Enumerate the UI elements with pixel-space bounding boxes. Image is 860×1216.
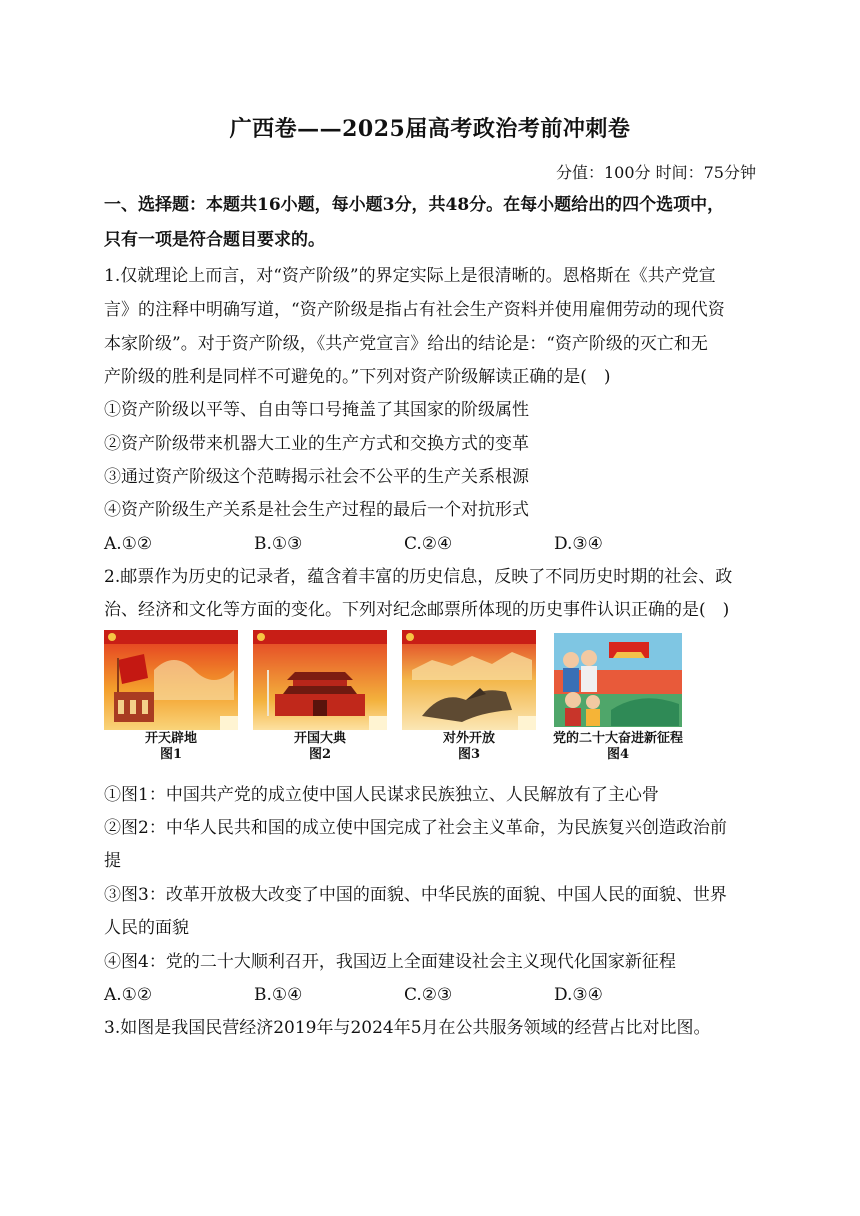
stamp-caption: 党的二十大奋进新征程 图4 [552, 731, 683, 762]
stamp-caption: 对外开放 图3 [442, 731, 495, 762]
page-title: 广西卷——2025届高考政治考前冲刺卷 [229, 116, 631, 142]
q2-statement-cont: 人民的面貌 [104, 918, 189, 938]
q1-option-a[interactable]: A.①② [104, 534, 153, 554]
q2-statement: ①图1：中国共产党的成立使中国人民谋求民族独立、人民解放有了主心骨 [104, 785, 659, 805]
q2-stem-line: 治、经济和文化等方面的变化。下列对纪念邮票所体现的历史事件认识正确的是( ) [104, 600, 730, 620]
q1-option-d[interactable]: D.③④ [554, 534, 603, 554]
q1-option-b[interactable]: B.①③ [254, 534, 303, 554]
section-heading-line1: 一、选择题：本题共16小题，每小题3分，共48分。在每小题给出的四个选项中， [104, 195, 725, 215]
stamp-caption: 开天辟地 图1 [144, 731, 197, 762]
section-heading-line2: 只有一项是符合题目要求的。 [104, 230, 325, 250]
q1-option-c[interactable]: C.②④ [404, 534, 453, 554]
q2-statement-cont: 提 [104, 851, 121, 871]
q2-statement: ④图4：党的二十大顺利召开，我国迈上全面建设社会主义现代化国家新征程 [104, 952, 676, 972]
q1-statement: ③通过资产阶级这个范畴揭示社会不公平的生产关系根源 [104, 467, 529, 487]
q2-option-b[interactable]: B.①④ [254, 985, 303, 1005]
q1-stem-line: 1.仅就理论上而言，对“资产阶级”的界定实际上是很清晰的。恩格斯在《共产党宣 [104, 266, 716, 286]
stamp-figures [104, 630, 704, 770]
score-time-info: 分值：100分 时间：75分钟 [556, 163, 756, 182]
q1-statement: ①资产阶级以平等、自由等口号掩盖了其国家的阶级属性 [104, 400, 529, 420]
q2-option-a[interactable]: A.①② [104, 985, 153, 1005]
q2-statement: ②图2：中华人民共和国的成立使中国完成了社会主义革命，为民族复兴创造政治前 [104, 818, 727, 838]
stamp-caption: 开国大典 图2 [293, 731, 346, 762]
stamp-tiananmen-icon [253, 630, 387, 730]
q1-statement: ②资产阶级带来机器大工业的生产方式和交换方式的变革 [104, 434, 529, 454]
q2-statement: ③图3：改革开放极大改变了中国的面貌、中华民族的面貌、中国人民的面貌、世界 [104, 885, 727, 905]
stamp-congress-icon [551, 630, 685, 730]
stamp-founding-icon [104, 630, 238, 730]
q2-option-c[interactable]: C.②③ [404, 985, 453, 1005]
q2-stem-line: 2.邮票作为历史的记录者，蕴含着丰富的历史信息，反映了不同历史时期的社会、政 [104, 567, 733, 587]
q1-statement: ④资产阶级生产关系是社会生产过程的最后一个对抗形式 [104, 500, 529, 520]
q2-option-d[interactable]: D.③④ [554, 985, 603, 1005]
q1-stem-line: 言》的注释中明确写道，“资产阶级是指占有社会生产资料并使用雇佣劳动的现代资 [104, 300, 725, 320]
q3-stem-line: 3.如图是我国民营经济2019年与2024年5月在公共服务领域的经营占比对比图。 [104, 1018, 711, 1038]
stamp-reform-icon [402, 630, 536, 730]
q1-stem-line: 本家阶级”。对于资产阶级，《共产党宣言》给出的结论是：“资产阶级的灭亡和无 [104, 334, 708, 354]
q1-stem-line: 产阶级的胜利是同样不可避免的。”下列对资产阶级解读正确的是( ) [104, 367, 611, 387]
